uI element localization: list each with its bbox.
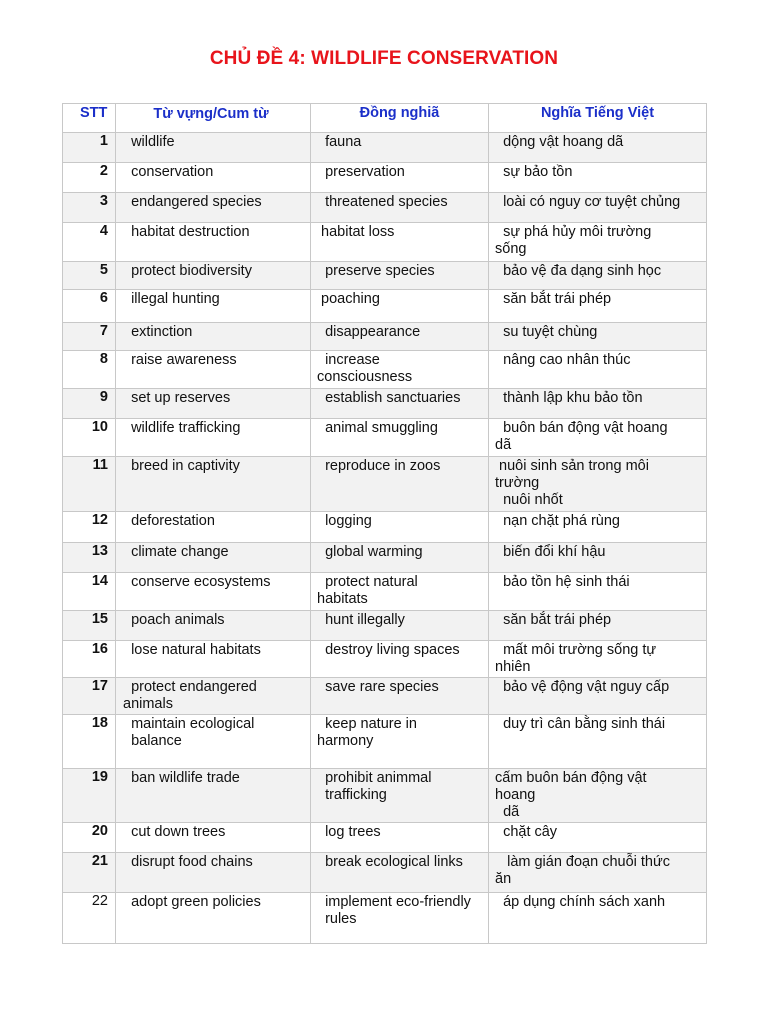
synonym-term: hunt illegally: [317, 612, 405, 628]
row-number: 11: [63, 457, 116, 512]
synonym-term: preservation: [317, 164, 405, 180]
vocabulary-term: endangered species: [123, 194, 262, 210]
vietnamese-meaning: săn bắt trái phép: [495, 291, 612, 307]
row-number: 4: [63, 223, 116, 262]
table-row: [63, 262, 707, 290]
table-row: [63, 678, 707, 715]
vietnamese-meaning: dộng vật hoang dã: [495, 134, 624, 150]
synonym-term: implement eco-friendly rules: [325, 894, 471, 927]
table-row: [63, 223, 707, 262]
vocabulary-term: wildlife trafficking: [123, 420, 241, 436]
table-row: [63, 823, 707, 853]
table-row: [63, 769, 707, 823]
vietnamese-meaning: làm gián đoạn chuỗi thức ăn: [495, 854, 670, 887]
vocabulary-term: illegal hunting: [123, 291, 220, 307]
row-number: 15: [63, 611, 116, 641]
synonym-term: logging: [317, 513, 372, 529]
table-row: [63, 419, 707, 457]
synonym-term: increase consciousness: [317, 352, 413, 385]
synonym-term: animal smuggling: [317, 420, 438, 436]
table-row: [63, 853, 707, 893]
vietnamese-meaning: cấm buôn bán động vật hoang dã: [495, 770, 647, 820]
vocabulary-term: maintain ecological balance: [131, 716, 255, 749]
vietnamese-meaning: buôn bán động vật hoang dã: [495, 420, 668, 453]
vocabulary-term: ban wildlife trade: [123, 770, 240, 786]
vocabulary-term: set up reserves: [123, 390, 231, 406]
vocabulary-term: adopt green policies: [123, 894, 261, 910]
vietnamese-meaning: bảo vệ đa dạng sinh học: [495, 263, 662, 279]
vietnamese-meaning: chặt cây: [495, 824, 558, 840]
table-row: [63, 573, 707, 611]
vocabulary-term: raise awareness: [123, 352, 237, 368]
vietnamese-meaning: su tuyệt chùng: [495, 324, 598, 340]
row-number: 9: [63, 389, 116, 419]
table-row: [63, 133, 707, 163]
row-number: 7: [63, 323, 116, 351]
vietnamese-meaning: bảo tồn hệ sinh thái: [495, 574, 630, 590]
row-number: 19: [63, 769, 116, 823]
vocabulary-term: breed in captivity: [123, 458, 240, 474]
synonym-term: habitat loss: [317, 224, 395, 240]
table-row: [63, 611, 707, 641]
table-row: [63, 543, 707, 573]
row-number: 14: [63, 573, 116, 611]
synonym-term: poaching: [317, 291, 380, 307]
vietnamese-meaning: loài có nguy cơ tuyệt chủng: [495, 194, 681, 210]
synonym-term: preserve species: [317, 263, 435, 279]
table-header-row: [63, 104, 707, 133]
table-row: [63, 715, 707, 769]
vocabulary-term: extinction: [123, 324, 193, 340]
vietnamese-meaning: nâng cao nhân thúc: [495, 352, 631, 368]
row-number: 22: [63, 893, 116, 944]
vocabulary-term: disrupt food chains: [123, 854, 253, 870]
table-row: [63, 351, 707, 389]
header-synonym: Đồng nghiã: [311, 104, 489, 133]
header-vietnamese-meaning: Nghĩa Tiếng Việt: [489, 104, 707, 133]
row-number: 6: [63, 290, 116, 323]
row-number: 5: [63, 262, 116, 290]
synonym-term: disappearance: [317, 324, 421, 340]
document-title: CHỦ ĐỀ 4: WILDLIFE CONSERVATION: [209, 48, 559, 69]
vietnamese-meaning: duy trì cân bằng sinh thái: [495, 716, 666, 732]
vietnamese-meaning: thành lập khu bảo tồn: [495, 390, 643, 406]
table-row: [63, 163, 707, 193]
table-row: [63, 290, 707, 323]
synonym-term: keep nature in harmony: [317, 716, 417, 749]
vietnamese-meaning: sự phá hủy môi trường sống: [495, 224, 652, 257]
vocabulary-table: [62, 103, 707, 944]
vietnamese-meaning: áp dụng chính sách xanh: [495, 894, 666, 910]
table-row: [63, 893, 707, 944]
row-number: 8: [63, 351, 116, 389]
row-number: 16: [63, 641, 116, 678]
vietnamese-meaning: bảo vệ động vật nguy cấp: [495, 679, 670, 695]
vocabulary-term: protect endangered animals: [123, 679, 257, 712]
table-row: [63, 641, 707, 678]
vocabulary-term: wildlife: [123, 134, 175, 150]
vocabulary-term: deforestation: [123, 513, 215, 529]
vocabulary-term: habitat destruction: [123, 224, 250, 240]
vocabulary-term: protect biodiversity: [123, 263, 252, 279]
vietnamese-meaning: sự bảo tồn: [495, 164, 573, 180]
row-number: 13: [63, 543, 116, 573]
vietnamese-meaning: mất môi trường sống tự nhiên: [495, 642, 657, 675]
vocabulary-term: climate change: [123, 544, 229, 560]
synonym-term: global warming: [317, 544, 423, 560]
row-number: 12: [63, 512, 116, 543]
synonym-term: prohibit animmal trafficking: [325, 770, 432, 803]
row-number: 21: [63, 853, 116, 893]
synonym-term: save rare species: [317, 679, 439, 695]
header-stt: STT: [63, 104, 116, 133]
vocabulary-term: cut down trees: [123, 824, 226, 840]
table-row: [63, 457, 707, 512]
vietnamese-meaning: săn bắt trái phép: [495, 612, 612, 628]
synonym-term: threatened species: [317, 194, 448, 210]
synonym-term: fauna: [317, 134, 362, 150]
vocabulary-term: conserve ecosystems: [123, 574, 271, 590]
vocabulary-term: conservation: [123, 164, 214, 180]
synonym-term: log trees: [317, 824, 381, 840]
row-number: 1: [63, 133, 116, 163]
vietnamese-meaning: nạn chặt phá rùng: [495, 513, 620, 529]
row-number: 20: [63, 823, 116, 853]
vocabulary-term: poach animals: [123, 612, 225, 628]
header-vocabulary: Từ vựng/Cum từ: [116, 104, 311, 133]
synonym-term: protect natural habitats: [317, 574, 418, 607]
vocabulary-term: lose natural habitats: [123, 642, 261, 658]
table-row: [63, 323, 707, 351]
row-number: 18: [63, 715, 116, 769]
table-row: [63, 512, 707, 543]
synonym-term: break ecological links: [317, 854, 463, 870]
table-row: [63, 389, 707, 419]
vietnamese-meaning: nuôi sinh sản trong môi trường nuôi nhốt: [495, 458, 649, 508]
vietnamese-meaning: biến đổi khí hậu: [495, 544, 606, 560]
table-row: [63, 193, 707, 223]
row-number: 17: [63, 678, 116, 715]
row-number: 10: [63, 419, 116, 457]
synonym-term: destroy living spaces: [317, 642, 460, 658]
synonym-term: reproduce in zoos: [317, 458, 441, 474]
row-number: 3: [63, 193, 116, 223]
synonym-term: establish sanctuaries: [317, 390, 461, 406]
row-number: 2: [63, 163, 116, 193]
